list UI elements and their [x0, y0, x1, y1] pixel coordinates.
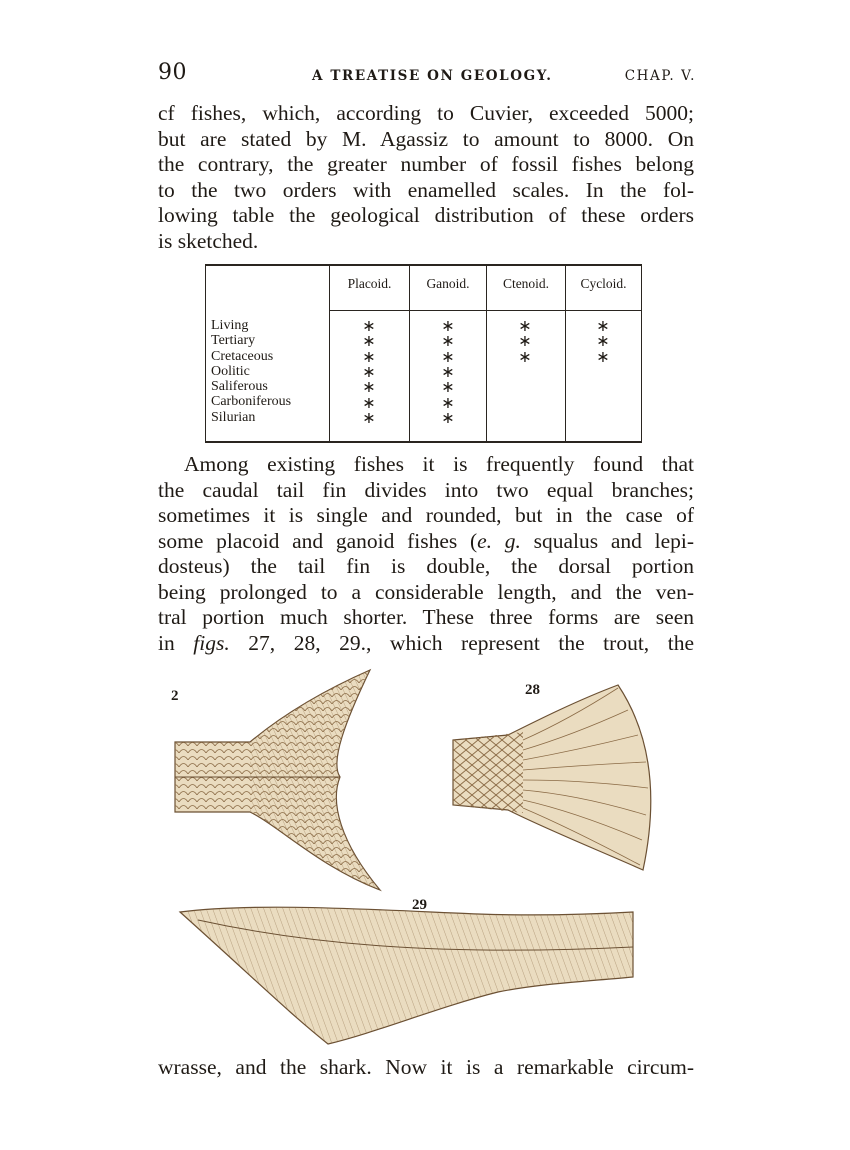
row-labels	[211, 318, 291, 425]
italic-figs: figs.	[193, 630, 230, 655]
row-label: Silurian	[211, 409, 256, 425]
column-header-cycloid: Cycloid.	[580, 276, 627, 291]
presence-star: ∗	[518, 331, 532, 351]
row-label: Living	[211, 318, 249, 333]
row-label: Tertiary	[211, 333, 256, 349]
presence-star: ∗	[362, 392, 376, 412]
text-line: lowing table the geological distribution of these orders	[158, 203, 694, 227]
text-run: in	[158, 630, 194, 655]
text-line	[158, 529, 694, 555]
distribution-table	[205, 264, 642, 444]
text-line: the contrary, the greater number of fossil fishes belong	[158, 152, 694, 176]
presence-star: ∗	[362, 407, 376, 427]
text-line: sometimes it is single and rounded, but in the case of	[158, 503, 694, 527]
text-run: some placoid and ganoid fishes (	[158, 528, 478, 553]
row-label: Cretaceous	[211, 348, 274, 364]
running-head	[158, 60, 696, 90]
figure-27-label: 2	[171, 688, 179, 704]
figure-29-label: 29	[412, 897, 427, 913]
paragraph-tail-fins	[158, 452, 694, 656]
text-line: cf fishes, which, according to Cuvier, exceeded 5000;	[158, 101, 694, 125]
column-header-placoid: Placoid.	[347, 276, 392, 291]
wrasse-tail-illustration	[448, 680, 660, 880]
paragraph-continuation	[158, 1055, 694, 1081]
presence-star: ∗	[518, 346, 532, 366]
text-line: the caudal tail fin divides into two equal branches;	[158, 477, 694, 502]
text-line: Among existing fishes it is frequently found that	[184, 452, 694, 476]
presence-star: ∗	[441, 392, 455, 412]
text-line: being prolonged to a considerable length, and the ven-	[158, 579, 694, 604]
text-line: wrasse, and the shark. Now it is a remarkable circum-	[158, 1055, 694, 1079]
text-run: squalus and lepi-	[520, 528, 694, 553]
presence-star: ∗	[518, 316, 532, 335]
italic-abbrev: e. g.	[477, 528, 521, 553]
table-left-rule	[205, 264, 206, 443]
presence-star: ∗	[441, 377, 455, 397]
presence-star: ∗	[362, 331, 376, 351]
trout-tail-illustration	[170, 662, 400, 894]
shark-tail-illustration	[178, 902, 638, 1052]
row-label: Oolitic	[211, 363, 250, 379]
presence-star: ∗	[362, 346, 376, 366]
presence-star: ∗	[441, 361, 455, 381]
table-top-rule	[205, 264, 642, 266]
chapter-label: CHAP. V.	[624, 68, 696, 84]
running-title: A TREATISE ON GEOLOGY.	[312, 68, 553, 84]
text-line: but are stated by M. Agassiz to amount to 8000. On	[158, 126, 694, 151]
page-number: 90	[158, 60, 187, 85]
presence-star: ∗	[596, 331, 610, 351]
text-line: tral portion much shorter. These three forms are seen	[158, 605, 694, 629]
presence-star: ∗	[362, 316, 376, 335]
text-line: to the two orders with enamelled scales. In the fol-	[158, 177, 694, 202]
column-header-ganoid: Ganoid.	[426, 276, 470, 291]
presence-star: ∗	[362, 361, 376, 381]
row-label: Carboniferous	[211, 394, 292, 410]
presence-star: ∗	[362, 377, 376, 397]
presence-star: ∗	[441, 407, 455, 427]
text-line	[158, 631, 694, 657]
row-label: Saliferous	[211, 379, 268, 395]
presence-star: ∗	[596, 316, 610, 335]
presence-star: ∗	[441, 316, 455, 335]
text-run: 27, 28, 29., which represent the trout, the	[229, 630, 694, 655]
text-line: is sketched.	[158, 228, 259, 253]
table-bottom-rule	[205, 441, 642, 443]
presence-star: ∗	[441, 346, 455, 366]
presence-star: ∗	[596, 346, 610, 366]
table-right-rule	[641, 264, 642, 443]
text-line: dosteus) the tail fin is double, the dorsal portion	[158, 554, 694, 578]
figure-28-label: 28	[525, 682, 540, 698]
paragraph-intro	[158, 101, 694, 254]
column-header-ctenoid: Ctenoid.	[502, 276, 550, 291]
presence-star: ∗	[441, 331, 455, 351]
